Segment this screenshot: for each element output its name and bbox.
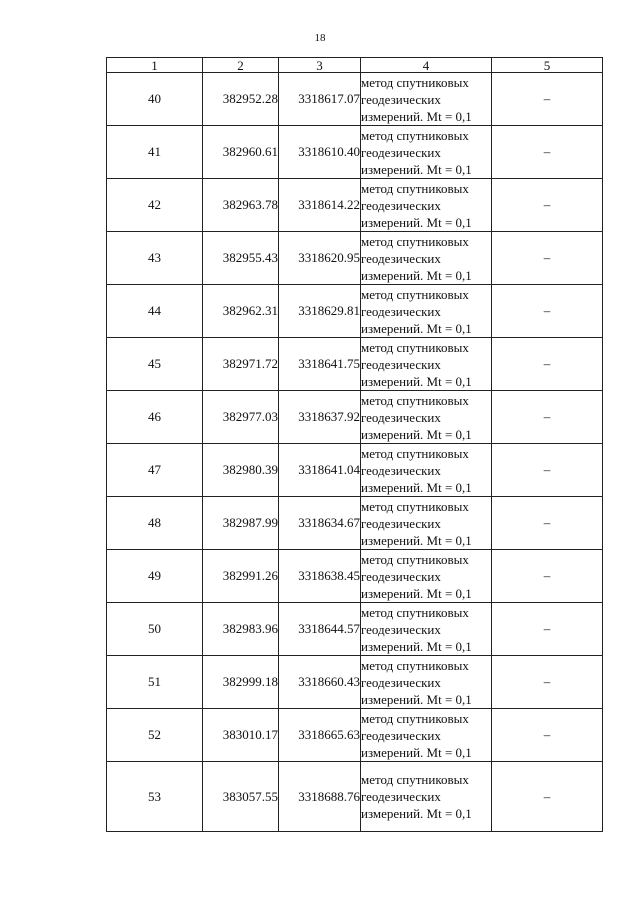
y-coordinate-cell: 3318629.81: [279, 285, 361, 338]
method-cell: [361, 126, 492, 179]
method-line: измерений. Mt = 0,1: [361, 744, 472, 760]
y-coordinate-cell: 3318620.95: [279, 232, 361, 285]
note-cell: –: [492, 656, 603, 709]
page-number: 18: [314, 32, 326, 44]
method-line: геодезических: [361, 621, 441, 637]
table-row: [107, 444, 603, 497]
y-coordinate-cell: 3318610.40: [279, 126, 361, 179]
x-coordinate-cell: 382962.31: [203, 285, 279, 338]
method-line: измерений. Mt = 0,1: [361, 638, 472, 654]
method-line: метод спутниковых: [361, 710, 469, 726]
header-col-5: 5: [492, 58, 603, 73]
method-line: метод спутниковых: [361, 604, 469, 620]
method-line: измерений. Mt = 0,1: [361, 373, 472, 389]
header-col-4: 4: [361, 58, 492, 73]
note-cell: –: [492, 126, 603, 179]
y-coordinate-cell: 3318641.75: [279, 338, 361, 391]
method-line: метод спутниковых: [361, 498, 469, 514]
x-coordinate-cell: 382971.72: [203, 338, 279, 391]
table-row: [107, 391, 603, 444]
method-cell: [361, 73, 492, 126]
method-line: геодезических: [361, 409, 441, 425]
method-line: геодезических: [361, 674, 441, 690]
method-line: метод спутниковых: [361, 233, 469, 249]
y-coordinate-cell: 3318617.07: [279, 73, 361, 126]
note-cell: –: [492, 550, 603, 603]
method-line: метод спутниковых: [361, 127, 469, 143]
x-coordinate-cell: 382963.78: [203, 179, 279, 232]
table-row: [107, 126, 603, 179]
method-line: геодезических: [361, 727, 441, 743]
point-number-cell: 42: [107, 179, 203, 232]
note-cell: –: [492, 603, 603, 656]
method-line: метод спутниковых: [361, 657, 469, 673]
point-number-cell: 43: [107, 232, 203, 285]
method-cell: [361, 550, 492, 603]
table-row: [107, 285, 603, 338]
method-line: измерений. Mt = 0,1: [361, 585, 472, 601]
point-number-cell: 49: [107, 550, 203, 603]
table-row: [107, 497, 603, 550]
coordinates-table: [106, 57, 603, 832]
method-line: геодезических: [361, 91, 441, 107]
y-coordinate-cell: 3318634.67: [279, 497, 361, 550]
note-cell: –: [492, 179, 603, 232]
x-coordinate-cell: 382955.43: [203, 232, 279, 285]
note-cell: –: [492, 497, 603, 550]
y-coordinate-cell: 3318637.92: [279, 391, 361, 444]
table-row: [107, 603, 603, 656]
table-row: [107, 338, 603, 391]
method-line: измерений. Mt = 0,1: [361, 532, 472, 548]
table-header: [107, 58, 603, 73]
table-row: [107, 232, 603, 285]
method-line: геодезических: [361, 144, 441, 160]
y-coordinate-cell: 3318665.63: [279, 709, 361, 762]
method-cell: [361, 603, 492, 656]
point-number-cell: 50: [107, 603, 203, 656]
method-line: геодезических: [361, 250, 441, 266]
method-line: измерений. Mt = 0,1: [361, 479, 472, 495]
y-coordinate-cell: 3318688.76: [279, 762, 361, 832]
x-coordinate-cell: 382991.26: [203, 550, 279, 603]
method-line: измерений. Mt = 0,1: [361, 267, 472, 283]
y-coordinate-cell: 3318614.22: [279, 179, 361, 232]
table-body: [107, 73, 603, 832]
point-number-cell: 48: [107, 497, 203, 550]
header-col-3: 3: [279, 58, 361, 73]
table-row: [107, 550, 603, 603]
x-coordinate-cell: 382999.18: [203, 656, 279, 709]
method-line: измерений. Mt = 0,1: [361, 806, 472, 821]
point-number-cell: 47: [107, 444, 203, 497]
method-line: метод спутниковых: [361, 180, 469, 196]
y-coordinate-cell: 3318644.57: [279, 603, 361, 656]
table-row: [107, 656, 603, 709]
method-line: геодезических: [361, 568, 441, 584]
point-number-cell: 46: [107, 391, 203, 444]
method-cell: [361, 497, 492, 550]
note-cell: –: [492, 709, 603, 762]
method-line: измерений. Mt = 0,1: [361, 214, 472, 230]
note-cell: –: [492, 232, 603, 285]
point-number-cell: 51: [107, 656, 203, 709]
method-cell: [361, 391, 492, 444]
method-line: измерений. Mt = 0,1: [361, 320, 472, 336]
table-row: [107, 762, 603, 832]
method-line: геодезических: [361, 356, 441, 372]
method-line: геодезических: [361, 515, 441, 531]
x-coordinate-cell: 382983.96: [203, 603, 279, 656]
point-number-cell: 41: [107, 126, 203, 179]
method-line: геодезических: [361, 789, 441, 804]
method-cell: [361, 179, 492, 232]
method-line: метод спутниковых: [361, 392, 469, 408]
method-cell: [361, 232, 492, 285]
point-number-cell: 52: [107, 709, 203, 762]
header-row: [107, 58, 603, 73]
point-number-cell: 40: [107, 73, 203, 126]
method-line: измерений. Mt = 0,1: [361, 108, 472, 124]
x-coordinate-cell: 382977.03: [203, 391, 279, 444]
point-number-cell: 53: [107, 762, 203, 832]
header-col-1: 1: [107, 58, 203, 73]
table-row: [107, 179, 603, 232]
method-line: геодезических: [361, 197, 441, 213]
x-coordinate-cell: 382987.99: [203, 497, 279, 550]
x-coordinate-cell: 382980.39: [203, 444, 279, 497]
note-cell: –: [492, 73, 603, 126]
method-line: метод спутниковых: [361, 445, 469, 461]
method-line: геодезических: [361, 462, 441, 478]
method-cell: [361, 709, 492, 762]
method-cell: [361, 285, 492, 338]
method-line: геодезических: [361, 303, 441, 319]
note-cell: –: [492, 285, 603, 338]
note-cell: –: [492, 391, 603, 444]
method-cell: [361, 444, 492, 497]
method-line: измерений. Mt = 0,1: [361, 426, 472, 442]
point-number-cell: 45: [107, 338, 203, 391]
table-row: [107, 73, 603, 126]
x-coordinate-cell: 382960.61: [203, 126, 279, 179]
note-cell: –: [492, 444, 603, 497]
y-coordinate-cell: 3318660.43: [279, 656, 361, 709]
x-coordinate-cell: 383010.17: [203, 709, 279, 762]
note-cell: –: [492, 338, 603, 391]
x-coordinate-cell: 383057.55: [203, 762, 279, 832]
method-cell: [361, 656, 492, 709]
y-coordinate-cell: 3318638.45: [279, 550, 361, 603]
y-coordinate-cell: 3318641.04: [279, 444, 361, 497]
header-col-2: 2: [203, 58, 279, 73]
x-coordinate-cell: 382952.28: [203, 73, 279, 126]
note-cell: –: [492, 762, 603, 832]
point-number-cell: 44: [107, 285, 203, 338]
method-line: измерений. Mt = 0,1: [361, 161, 472, 177]
method-line: метод спутниковых: [361, 286, 469, 302]
table-row: [107, 709, 603, 762]
method-cell: [361, 762, 492, 832]
method-line: измерений. Mt = 0,1: [361, 691, 472, 707]
method-line: метод спутниковых: [361, 551, 469, 567]
method-cell: [361, 338, 492, 391]
method-line: метод спутниковых: [361, 772, 469, 787]
method-line: метод спутниковых: [361, 339, 469, 355]
method-line: метод спутниковых: [361, 74, 469, 90]
